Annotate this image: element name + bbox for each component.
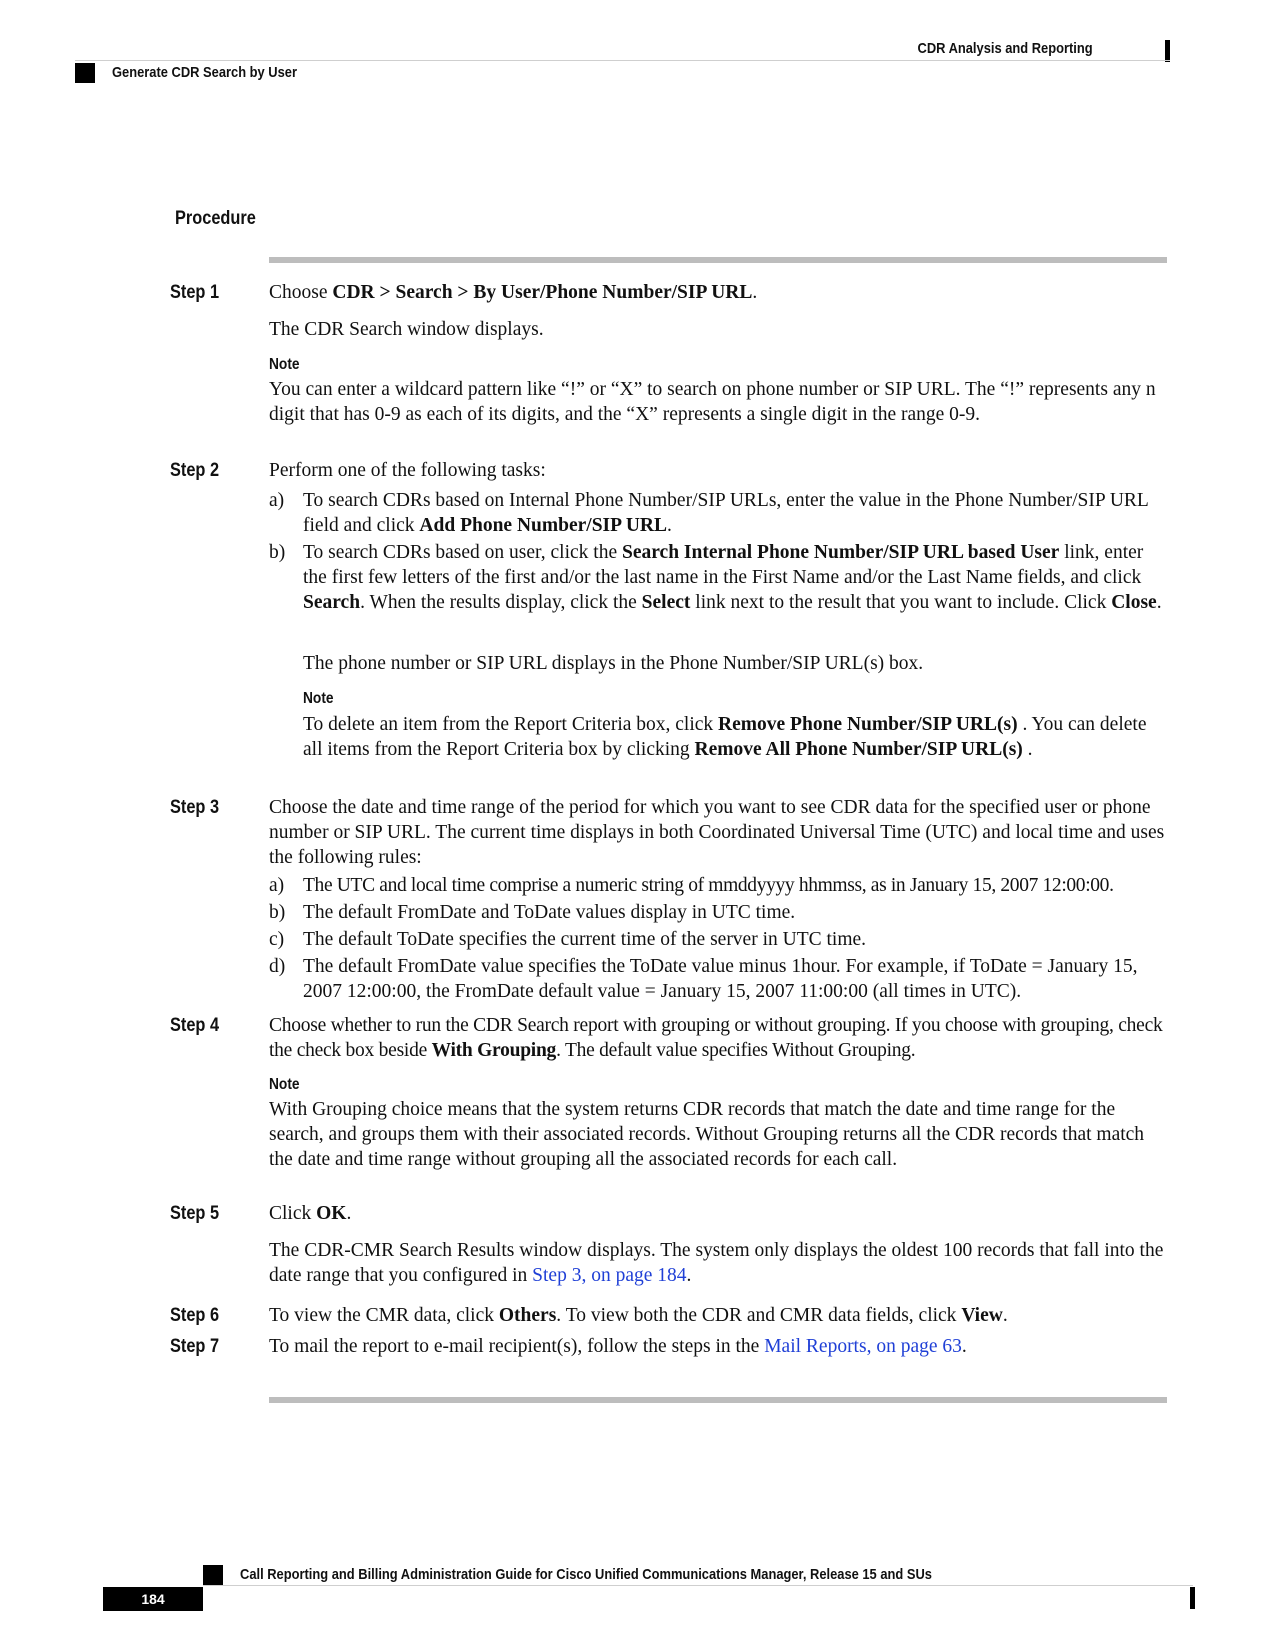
step-3-substep-a: a) The UTC and local time comprise a numeric string of mmddyyyy hhmmss, as in January 15, 2007 12:00:00. <box>269 875 1114 896</box>
step-3-substep-b: b) The default FromDate and ToDate values display in UTC time. <box>269 902 796 923</box>
step-2-note-label: Note <box>303 690 334 707</box>
step-3-substep-c: c) The default ToDate specifies the current time of the server in UTC time. <box>269 929 867 950</box>
step-1-action: Choose CDR > Search > By User/Phone Number/SIP URL. <box>269 282 758 303</box>
step-2-label: Step 2 <box>170 460 220 481</box>
step-7-action: To mail the report to e-mail recipient(s), follow the steps in the Mail Reports, on page 63. <box>269 1336 967 1357</box>
footer-marker <box>203 1565 223 1585</box>
procedure-bottom-rule <box>269 1397 1167 1403</box>
page-number: 184 <box>103 1587 203 1611</box>
step-4-note: With Grouping choice means that the system returns CDR records that match the date and time range for the search, and groups them with their associated records. Without Grouping returns all the CDR records that match the date and time range without grouping all the associated records for each call. <box>269 1099 1145 1170</box>
step-3-substep-d: d) The default FromDate value specifies the ToDate value minus 1hour. For example, if ToDate = January 15, 2007 12:00:00, the FromDate default value = January 15, 2007 11:00:00 (all times in UTC). <box>269 956 1138 1002</box>
step-4-action: Choose whether to run the CDR Search report with grouping or without grouping. If you choose with grouping, check the check box beside With Grouping. The default value specifies Without Grouping. <box>269 1015 1163 1061</box>
step-6-action: To view the CMR data, click Others. To view both the CDR and CMR data fields, click View. <box>269 1305 1008 1326</box>
step-1-label: Step 1 <box>170 282 220 303</box>
running-header-chapter: CDR Analysis and Reporting <box>917 40 1093 57</box>
footer-marker-bar <box>1190 1587 1195 1609</box>
header-marker-bar <box>1165 40 1170 62</box>
step-2-note: To delete an item from the Report Criteria box, click Remove Phone Number/SIP URL(s) . You can delete all items from the Report Criteria box by clicking Remove All Phone Number/SIP URL(s) . <box>303 714 1147 760</box>
running-header-section: Generate CDR Search by User <box>112 64 297 81</box>
step-3-intro: Choose the date and time range of the period for which you want to see CDR data for the specified user or phone number or SIP URL. The current time displays in both Coordinated Universal Time (UTC) and local time and uses the following rules: <box>269 797 1165 868</box>
step-2-substep-a: a) To search CDRs based on Internal Phone Number/SIP URLs, enter the value in the Phone Number/SIP URL field and click Add Phone Number/SIP URL. <box>269 490 1149 536</box>
footer-book-title: Call Reporting and Billing Administration Guide for Cisco Unified Communications Manager, Release 15 and SUs <box>240 1566 932 1583</box>
step-5-label: Step 5 <box>170 1203 220 1224</box>
header-section-marker <box>75 63 95 83</box>
step-2-result: The phone number or SIP URL displays in the Phone Number/SIP URL(s) box. <box>303 653 924 674</box>
mail-reports-link[interactable]: Mail Reports, on page 63 <box>764 1336 962 1357</box>
step-6-label: Step 6 <box>170 1305 220 1326</box>
step-3-link[interactable]: Step 3, on page 184 <box>532 1265 687 1286</box>
step-4-note-label: Note <box>269 1076 300 1093</box>
step-1-note: You can enter a wildcard pattern like “!” or “X” to search on phone number or SIP URL. The “!” represents any n digit that has 0-9 as each of its digits, and the “X” represents a single digit in the range 0-9. <box>269 379 1156 425</box>
step-1-note-label: Note <box>269 356 300 373</box>
step-3-label: Step 3 <box>170 797 220 818</box>
step-2-substep-b: b) To search CDRs based on user, click the Search Internal Phone Number/SIP URL based User link, enter the first few letters of the first and/or the last name in the First Name and/or the Last Name fields, and click Search. When the results display, click the Select link next to the result that you want to include. Click Close. <box>269 542 1162 613</box>
step-5-result: The CDR-CMR Search Results window displays. The system only displays the oldest 100 records that fall into the date range that you configured in Step 3, on page 184. <box>269 1240 1164 1286</box>
footer-divider <box>203 1585 1193 1586</box>
header-divider <box>75 60 1170 61</box>
step-2-intro: Perform one of the following tasks: <box>269 460 546 481</box>
procedure-top-rule <box>269 257 1167 263</box>
step-7-label: Step 7 <box>170 1336 220 1357</box>
step-1-result: The CDR Search window displays. <box>269 319 544 340</box>
step-5-action: Click OK. <box>269 1203 352 1224</box>
procedure-heading: Procedure <box>175 208 256 229</box>
step-4-label: Step 4 <box>170 1015 220 1036</box>
